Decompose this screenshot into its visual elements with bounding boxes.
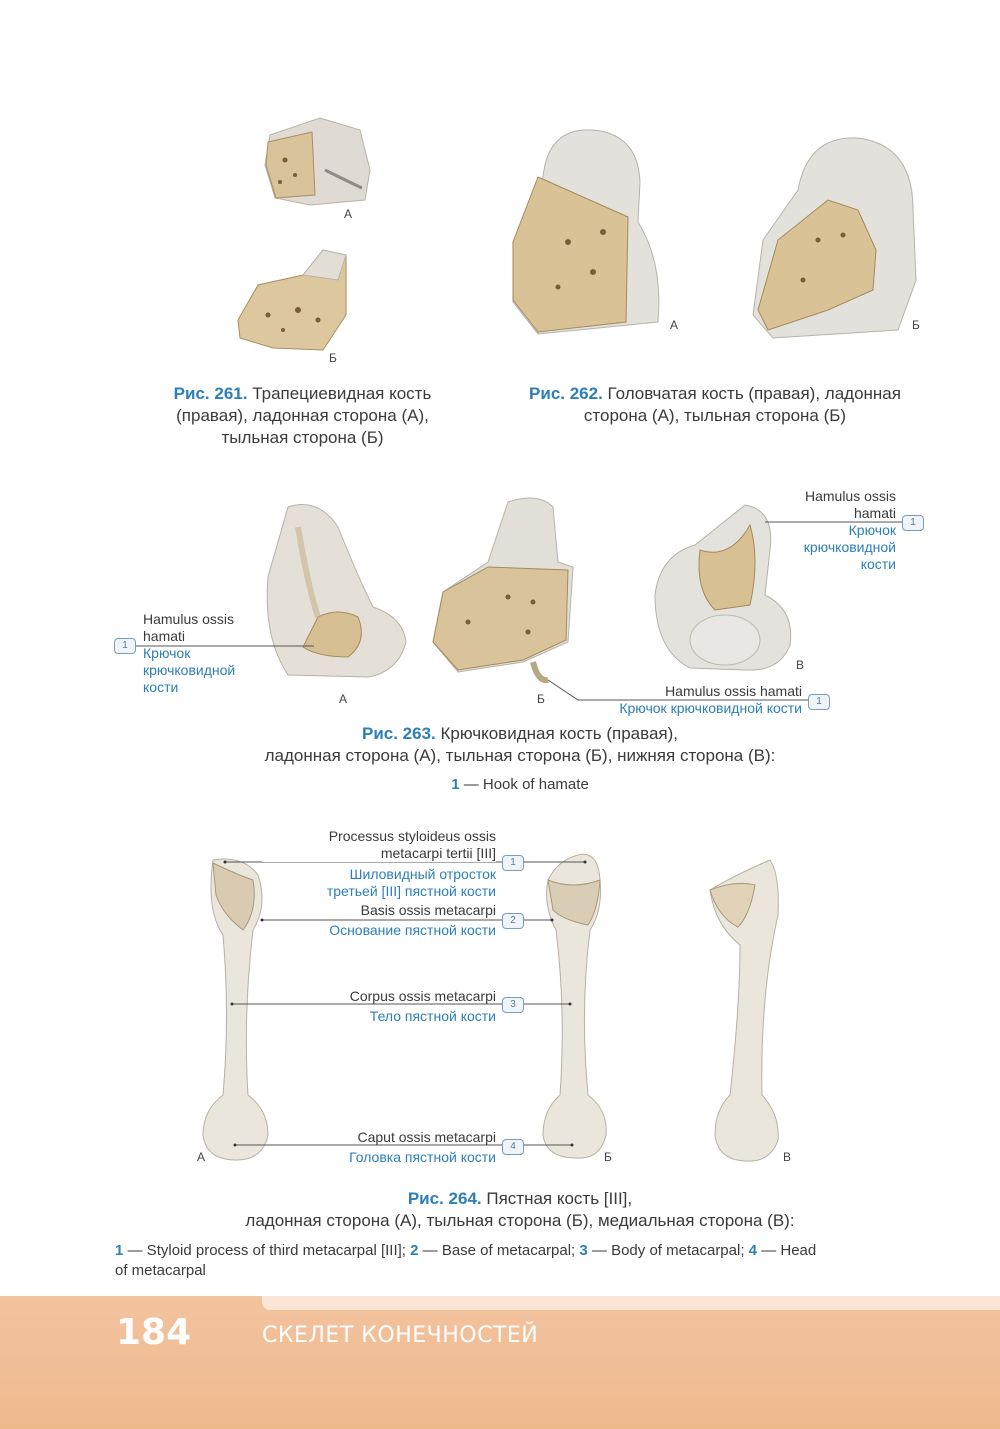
fig261-label: Рис. 261. (173, 384, 248, 403)
fig264-label-3 (262, 988, 496, 1025)
fig263-view-a: А (339, 692, 348, 706)
fig264-legend-text-1: — Styloid process of third metacarpal [III]; (127, 1242, 406, 1259)
fig263-label-c-ru-1: Крючок (848, 522, 896, 538)
fig263-label-b-ru: Крючок крючковидной кости (619, 700, 802, 716)
fig264-label-1-latin-2: metacarpi tertii [III] (262, 845, 496, 862)
fig263-legend-num: 1 (451, 776, 460, 793)
fig263-label: Рис. 263. (361, 724, 436, 743)
fig264-label-2 (262, 902, 496, 939)
fig261-view-a: А (344, 207, 353, 221)
fig264-legend-num-2: 2 (410, 1242, 419, 1259)
fig263-label-a-ru-2: крючковидной (143, 662, 236, 678)
fig262-label: Рис. 262. (529, 384, 603, 403)
fig264-view-c: В (783, 1150, 792, 1164)
fig264-legend-num-4: 4 (748, 1242, 758, 1259)
fig264-marker-3: 3 (502, 997, 524, 1013)
fig263-label-a-latin-1: Hamulus ossis (143, 611, 235, 627)
fig264-marker-2: 2 (502, 913, 524, 929)
fig263-label-a-ru-3: кости (143, 679, 179, 695)
fig264-label-1-ru-1: Шиловидный отросток (349, 866, 496, 882)
footer-accent-bar (262, 1296, 1000, 1310)
page-number: 184 (116, 1312, 192, 1353)
fig263-label-c-latin-1: Hamulus ossis (804, 488, 896, 504)
fig264-label: Рис. 264. (407, 1189, 482, 1208)
fig263-label-b-latin: Hamulus ossis hamati (665, 683, 802, 699)
fig264-marker-4: 4 (502, 1139, 524, 1155)
fig261-caption-text: Трапециевидная кость (правая), ладонная сторона (А), тыльная сторона (Б) (176, 384, 432, 447)
fig263-label-c-ru-3: кости (860, 556, 896, 572)
fig263-marker-c: 1 (902, 515, 924, 531)
fig264-label-2-ru: Основание пястной кости (329, 922, 496, 938)
fig264-label-4-ru: Головка пястной кости (349, 1149, 496, 1165)
fig263-marker-a: 1 (114, 638, 136, 654)
fig264-label-3-latin: Corpus ossis metacarpi (349, 988, 496, 1004)
fig264-legend-num-1: 1 (115, 1242, 124, 1259)
fig264-view-b: Б (604, 1150, 612, 1164)
fig264-label-2-latin: Basis ossis metacarpi (360, 902, 496, 918)
fig264-view-a: А (197, 1150, 206, 1164)
section-title: СКЕЛЕТ КОНЕЧНОСТЕЙ (262, 1323, 539, 1348)
fig263-label-c-ru-2: крючковидной (803, 539, 896, 555)
fig263-marker-b: 1 (808, 694, 830, 710)
fig262-view-b: Б (912, 318, 920, 332)
fig263-label-a-latin-2: hamati (143, 628, 186, 644)
fig264-legend-text-3: — Body of metacarpal; (591, 1242, 745, 1259)
fig264-caption (180, 1188, 860, 1232)
fig263-label-c-latin-2: hamati (853, 505, 896, 521)
fig264-label-1-ru-2: третьей [III] пястной кости (326, 883, 496, 899)
fig264-label-4 (262, 1129, 496, 1166)
fig263-label-a-ru-1: Крючок (143, 645, 191, 661)
fig264-legend-text-4: — Head (761, 1242, 817, 1259)
fig264-label-1-latin-1: Processus styloideus ossis (328, 828, 496, 844)
fig264-legend-tail: of metacarpal (115, 1262, 206, 1279)
fig264-label-4-latin: Caput ossis metacarpi (357, 1129, 496, 1145)
fig264-legend-num-3: 3 (579, 1242, 588, 1259)
fig262-view-a: А (670, 318, 679, 332)
fig264-caption-line1: Пястная кость [III], (486, 1189, 633, 1208)
fig264-caption-line2: ладонная сторона (А), тыльная сторона (Б), медиальная сторона (В): (245, 1211, 795, 1230)
fig263-legend-text: — Hook of hamate (463, 776, 589, 793)
fig264-marker-1: 1 (502, 855, 524, 871)
fig264-legend-text-2: — Base of metacarpal; (422, 1242, 576, 1259)
fig263-view-b: Б (537, 692, 545, 706)
fig261-view-b: Б (329, 351, 337, 365)
fig262-caption-text: Головчатая кость (правая), ладонная сторона (А), тыльная сторона (Б) (583, 384, 901, 425)
fig263-caption-line2: ладонная сторона (А), тыльная сторона (Б), нижняя сторона (В): (264, 746, 776, 765)
fig263-caption-line1: Крючковидная кость (правая), (440, 724, 679, 743)
fig263-view-c: В (796, 658, 805, 672)
fig264-label-3-ru: Тело пястной кости (369, 1008, 496, 1024)
fig264-label-1 (262, 828, 496, 900)
fig264-legend (115, 1241, 935, 1281)
